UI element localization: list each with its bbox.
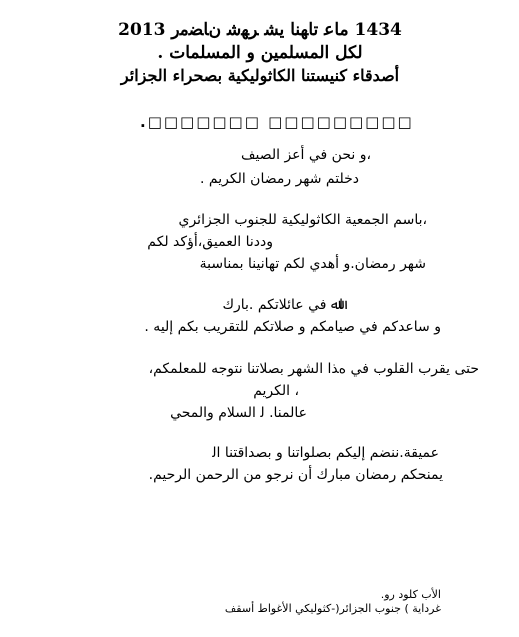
paragraph-4-line-1: ﺣﺘﻰ ﻳﻘﺮب اﻟﻘﻠﻮب ﻓﻲ هﺬا اﻟﺸﻬﺮ ﺑﺼﻼﺗﻨﺎ ﻧﺘﻮﺟﻪ ﻟﻠﻤﻌﻠﻤﻜﻢ، xyxy=(148,361,479,377)
paragraph-3-line-2: و ﺳﺎﻋﺪﻛﻢ ﻓﻲ ﺻﻴﺎﻣﻜﻢ و ﺻﻼﺗﻜﻢ ﻟﻠﺘﻘﺮﻳﺐ ﺑﻜﻢ إﻟﻴﻪ . xyxy=(144,319,441,335)
paragraph-1-line-1: ،و ﻧﺤﻦ ﻓﻲ أﻋﺰ اﻟﺼﻴﻒ xyxy=(240,147,371,163)
paragraph-4-line-2: ، اﻟﻜﺮﻳﻢ xyxy=(253,383,299,399)
paragraph-2-line-3: ﺷﻬﺮ رﻣﻀﺎن.و أهدي ﻟﻜﻢ ﺗﻬﺎﻧﻴﻨﺎ ﺑﻤﻨﺎﺳﺒﺔ xyxy=(199,256,426,272)
title-line-1: 1434 ماﻋ تاﻬﻨﺎ ﻳﺸ ﺮﻬﺷ نﺎﻀﻣر 2013 xyxy=(118,20,402,40)
paragraph-5-line-2: ﻳﻤﻨﺤﻜﻢ رﻣﻀﺎن ﻣﺒﺎرك أن ﻧﺮﺟﻮ ﻣﻦ اﻟﺮﺣﻤﻦ اﻟﺮﺣﻴﻢ. xyxy=(148,467,443,483)
paragraph-2-line-1: ،ﺑﺎﺳﻢ اﻟﺠﻤﻌﻴﺔ اﻟﻜﺎﺛﻮﻟﻴﻜﻴﺔ ﻟﻠﺠﻨﻮب اﻟﺠﺰاﺋﺮي xyxy=(178,212,427,228)
paragraph-1-line-2: دﺧﻠﺘﻢ ﺷﻬﺮ رﻣﻀﺎن اﻟﻜﺮﻳﻢ . xyxy=(200,171,359,187)
signature-name: اﻷب ﻛﻠﻮد رو. xyxy=(380,588,441,601)
signature-title: ﻏﺮداﻳﺔ ) ﺟﻨﻮب اﻟﺠﺰاﺋﺮ(-ﻛﺜﻮﻟﻴﻜﻲ اﻷﻏﻮاط أﺳﻘﻒ xyxy=(224,602,441,615)
title-line-2: ﻟﻜﻞ اﻟﻤﺴﻠﻤﻴﻦ و اﻟﻤﺴﻠﻤﺎت . xyxy=(157,43,363,63)
paragraph-4-line-3: ﻋﺎﻟﻤﻨﺎ. ﻟ اﻟﺴﻼم واﻟﻤﺤﻲ xyxy=(170,405,307,421)
garbled-line: .□□□□□□□ □□□□□□□□□ xyxy=(140,113,414,131)
paragraph-5-line-1: ﻋﻤﻴﻘﺔ.ﻧﻨﻀﻢ إﻟﻴﻜﻢ ﺑﺼﻠﻮاﺗﻨﺎ و ﺑﺼﺪاﻗﺘﻨﺎ اﻟ xyxy=(212,445,439,461)
paragraph-3-line-1: اﷲ ﻓﻲ ﻋﺎﺋﻼﺗﻜﻢ .ﺑﺎرك xyxy=(222,297,343,313)
title-line-3: أﺻﺪﻗﺎء ﻛﻨﻴﺴﺘﻨﺎ اﻟﻜﺎﺛﻮﻟﻴﻜﻴﺔ ﺑﺼﺤﺮاء اﻟﺠﺰاﺋﺮ xyxy=(120,66,400,85)
paragraph-2-line-2: وددﻧﺎ اﻟﻌﻤﻴﻖ،أؤﻛﺪ ﻟﻜﻢ xyxy=(147,234,273,250)
